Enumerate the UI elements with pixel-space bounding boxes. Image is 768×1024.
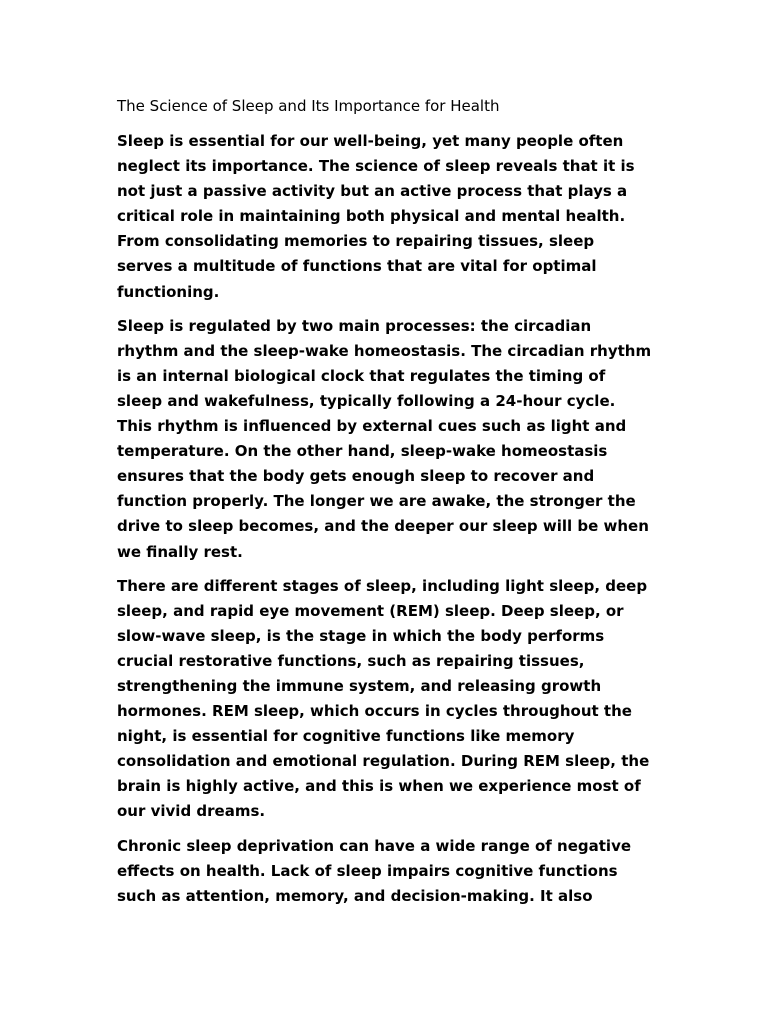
paragraph-deprivation: Chronic sleep deprivation can have a wide range of negative effects on health. Lack of sleep impairs cognitive functions such as attention, memory, and decision-making. It also — [117, 836, 632, 905]
document-body — [117, 95, 653, 918]
paragraph-intro: Sleep is essential for our well-being, yet many people often neglect its importance. The science of sleep reveals that it is not just a passive activity but an active process that plays a critical role in maintaining both physical and mental health. From consolidating memories to repairing tissues, sleep serves a multitude of functions that are vital for optimal functioning. — [117, 132, 635, 301]
paragraph-regulation: Sleep is regulated by two main processes: the circadian rhythm and the sleep-wake homeostasis. The circadian rhythm is an internal biological clock that regulates the timing of sleep and wakefulness, typically following a 24-hour cycle. This rhythm is influenced by external cues such as light and temperature. On the other hand, sleep-wake homeostasis ensures that the body gets enough sleep to recover and function properly. The longer we are awake, the stronger the drive to sleep becomes, and the deeper our sleep will be when we finally rest. — [117, 316, 652, 561]
paragraph-stages: There are different stages of sleep, including light sleep, deep sleep, and rapid eye movement (REM) sleep. Deep sleep, or slow-wave sleep, is the stage in which the body performs crucial restorative functions, such as repairing tissues, strengthening the immune system, and releasing growth hormones. REM sleep, which occurs in cycles throughout the night, is essential for cognitive functions like memory consolidation and emotional regulation. During REM sleep, the brain is highly active, and this is when we experience most of our vivid dreams. — [117, 576, 650, 821]
document-title: The Science of Sleep and Its Importance for Health — [117, 97, 500, 115]
